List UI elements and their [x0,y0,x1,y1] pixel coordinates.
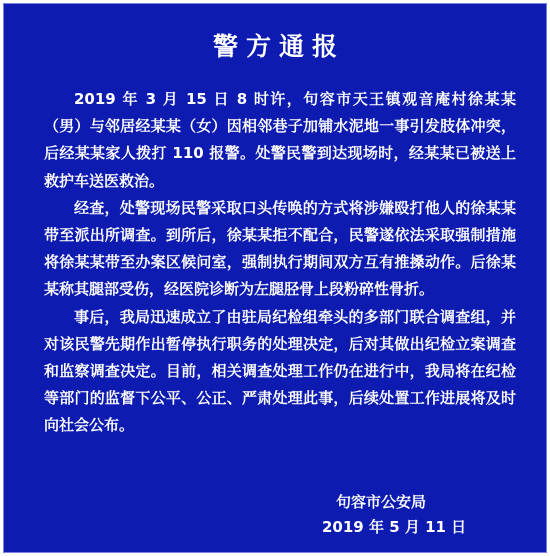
notice-date: 2019 年 5 月 11 日 [322,518,467,536]
notice-body [44,86,516,440]
notice-title: 警方通报 [212,32,345,61]
notice-paragraph: 事后，我局迅速成立了由驻局纪检组牵头的多部门联合调查组，并对该民警先期作出暂停执行职务的处理决定，后对其做出纪检立案调查和监察调查决定。目前，相关调查处理工作仍在进行中，我局将在纪检等部门的监督下公平、公正、严肃处理此事，后续处置工作进展将及时向社会公布。 [44,307,516,435]
police-notice [3,3,547,553]
notice-paragraph: 2019 年 3 月 15 日 8 时许，句容市天王镇观音庵村徐某某（男）与邻居经某某（女）因相邻巷子加铺水泥地一事引发肢体冲突，后经某某家人拨打 110 报警。处警民警到达现场时，经某某已被送上救护车送医救治。 [44,90,516,190]
notice-signature: 句容市公安局 [336,493,427,511]
notice-paragraph: 经查，处警现场民警采取口头传唤的方式将涉嫌殴打他人的徐某某带至派出所调查。到所后，徐某某拒不配合，民警遂依法采取强制措施将徐某某带至办案区候问室，强制执行期间双方互有推搡动作。后徐某某称其腿部受伤，经医院诊断为左腿胫骨上段粉碎性骨折。 [44,198,516,299]
